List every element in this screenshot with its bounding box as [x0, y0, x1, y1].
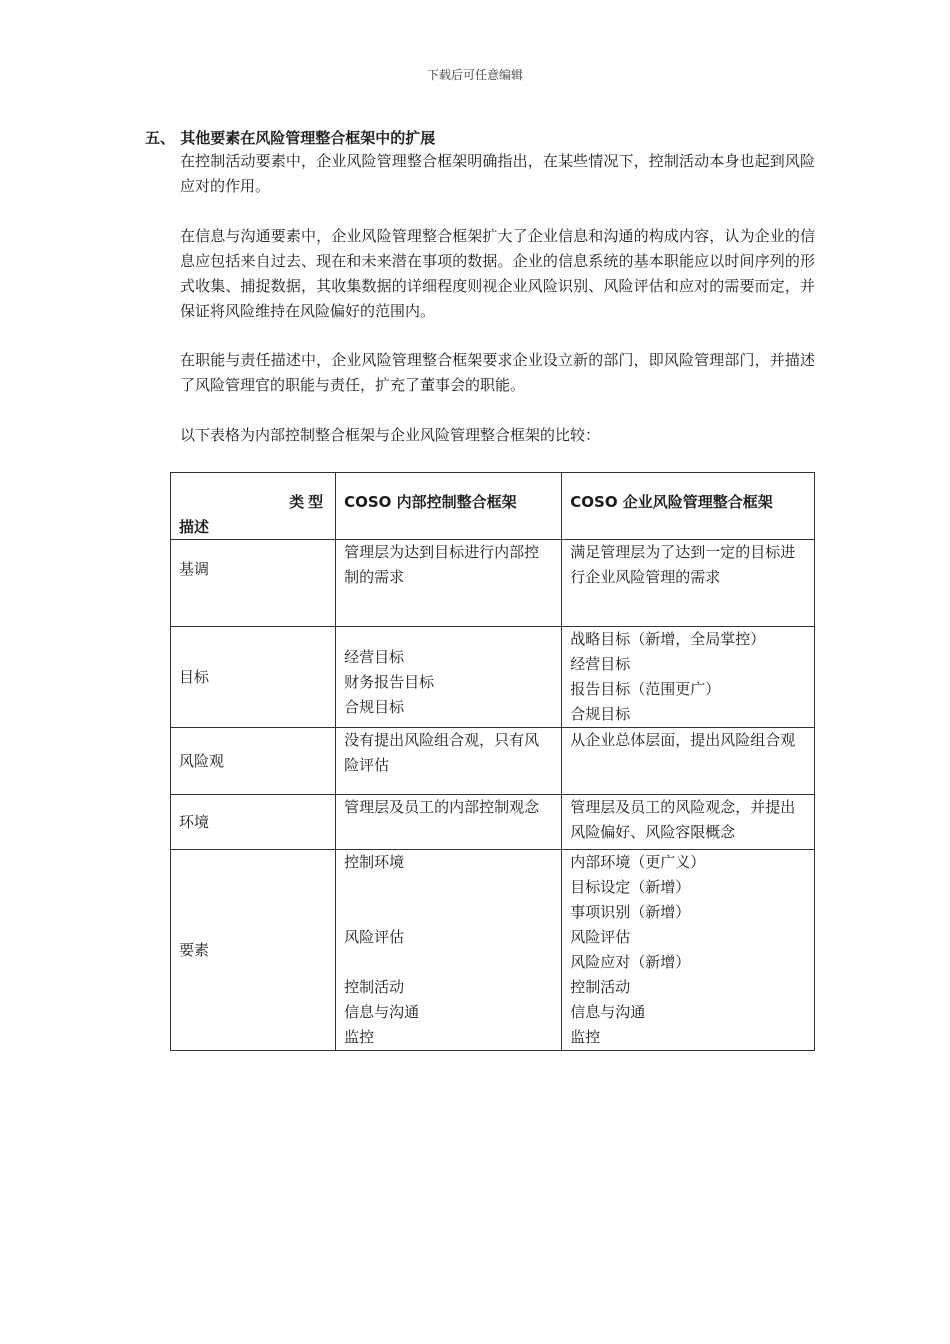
- cell-base-erm: 满足管理层为了达到一定的目标进行企业风险管理的需求: [562, 540, 815, 627]
- paragraph-roles-responsibilities: 在职能与责任描述中，企业风险管理整合框架要求企业设立新的部门，即风险管理部门，并描述了风险管理官的职能与责任，扩充了董事会的职能。: [180, 351, 815, 394]
- corner-type-label: 类型: [289, 493, 328, 511]
- spacer: [344, 900, 553, 925]
- list-item: 控制活动: [344, 978, 405, 996]
- spacer: [344, 875, 553, 900]
- list-item: 内部环境（更广义）: [570, 853, 706, 871]
- col-header-coso-ic: COSO 内部控制整合框架: [336, 473, 562, 540]
- list-item: 战略目标（新增，全局掌控）: [570, 630, 766, 648]
- paragraph-control-activities: 在控制活动要素中，企业风险管理整合框架明确指出，在某些情况下，控制活动本身也起到风险应对的作用。: [180, 152, 815, 195]
- list-item: 控制环境: [344, 853, 405, 871]
- page-header: 下载后可任意编辑: [426, 68, 523, 82]
- cell-elem-ic: [336, 850, 562, 1051]
- cell-risk-erm: 从企业总体层面，提出风险组合观: [562, 728, 815, 795]
- list-item: 监控: [570, 1028, 601, 1046]
- list-item: 信息与沟通: [344, 1003, 420, 1021]
- list-item: 合规目标: [344, 698, 405, 716]
- table-row: [171, 795, 815, 850]
- cell-base-ic: 管理层为达到目标进行内部控制的需求: [336, 540, 562, 627]
- row-label-goal: 目标: [171, 627, 336, 728]
- cell-goal-ic: [336, 627, 562, 728]
- row-label-elem: 要素: [171, 850, 336, 1051]
- list-item: 财务报告目标: [344, 673, 435, 691]
- list-item: 合规目标: [570, 705, 631, 723]
- corner-desc-label: 描述: [179, 518, 210, 536]
- col-header-coso-erm: COSO 企业风险管理整合框架: [562, 473, 815, 540]
- list-item: 经营目标: [344, 648, 405, 666]
- table-row: [171, 850, 815, 1051]
- row-label-risk: 风险观: [171, 728, 336, 795]
- list-item: 监控: [344, 1028, 375, 1046]
- section-heading: 五、 其他要素在风险管理整合框架中的扩展: [145, 129, 436, 147]
- spacer: [344, 950, 553, 975]
- table-row: [171, 728, 815, 795]
- comparison-table: [170, 472, 815, 1051]
- corner-header-cell: [171, 473, 336, 540]
- table-header-row: [171, 473, 815, 540]
- list-item: 信息与沟通: [570, 1003, 646, 1021]
- cell-env-ic: 管理层及员工的内部控制观念: [336, 795, 562, 850]
- cell-goal-erm: [562, 627, 815, 728]
- row-label-base: 基调: [171, 540, 336, 627]
- list-item: 风险应对（新增）: [570, 953, 691, 971]
- list-item: 经营目标: [570, 655, 631, 673]
- row-label-env: 环境: [171, 795, 336, 850]
- table-row: [171, 627, 815, 728]
- paragraph-information-communication: 在信息与沟通要素中，企业风险管理整合框架扩大了企业信息和沟通的构成内容，认为企业的信息应包括来自过去、现在和未来潜在事项的数据。企业的信息系统的基本职能应以时间序列的形式收集、捕捉数据，其收集数据的详细程度则视企业风险识别、风险评估和应对的需要而定，并保证将风险维持在风险偏好的范围内。: [180, 227, 815, 320]
- list-item: 风险评估: [344, 928, 405, 946]
- cell-elem-erm: [562, 850, 815, 1051]
- list-item: 风险评估: [570, 928, 631, 946]
- paragraph-table-intro: 以下表格为内部控制整合框架与企业风险管理整合框架的比较：: [180, 426, 601, 444]
- list-item: 目标设定（新增）: [570, 878, 691, 896]
- list-item: 事项识别（新增）: [570, 903, 691, 921]
- cell-env-erm: 管理层及员工的风险观念，并提出风险偏好、风险容限概念: [562, 795, 815, 850]
- list-item: 控制活动: [570, 978, 631, 996]
- table-row: [171, 540, 815, 627]
- list-item: 报告目标（范围更广）: [570, 680, 721, 698]
- cell-risk-ic: 没有提出风险组合观，只有风险评估: [336, 728, 562, 795]
